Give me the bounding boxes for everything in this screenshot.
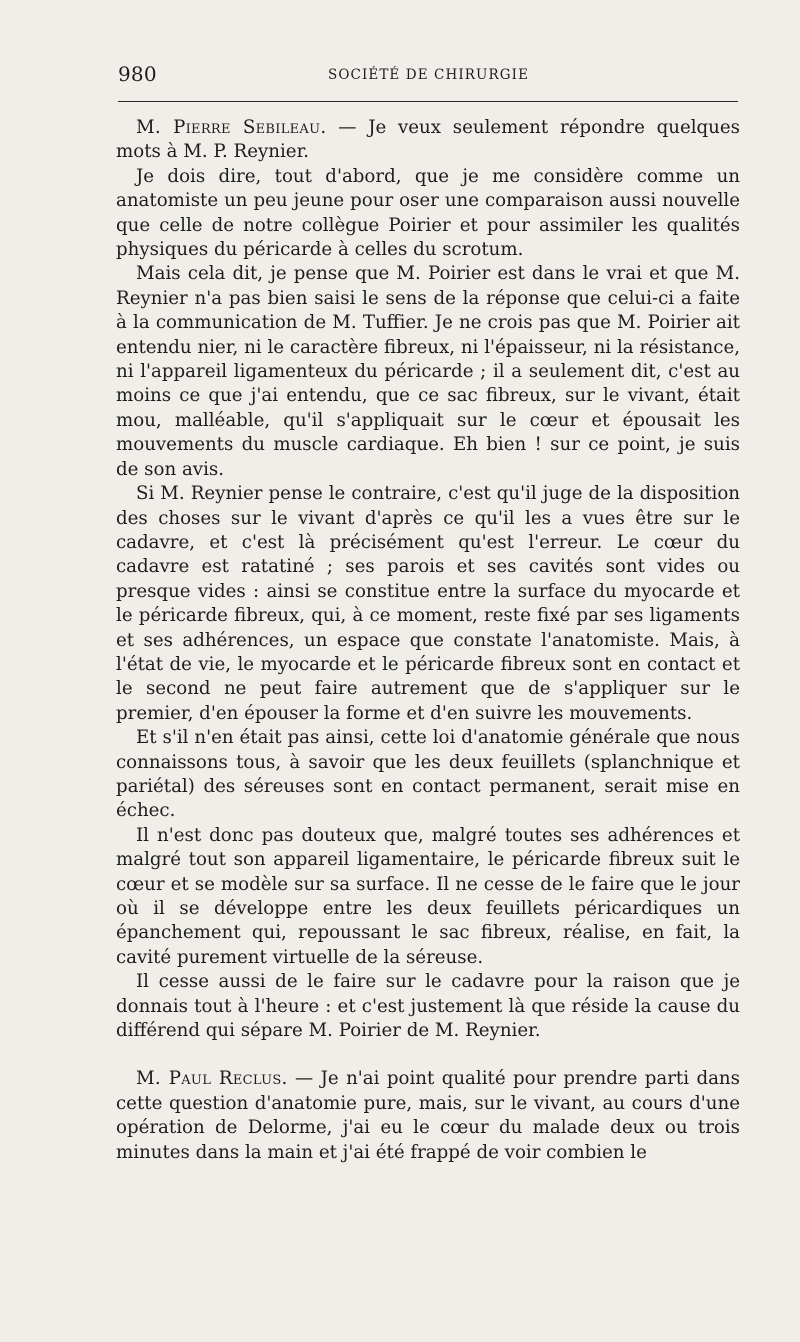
paragraph-text: Je n'ai point qualité pour prendre parti dans cette question d'anatomie pure, mais, sur le vivant, au cours d'une opération de Delorme, j'ai eu le cœur du malade deux ou trois minutes dans la main et j'ai été frappé de voir combien le: [116, 1068, 740, 1163]
paragraph: Je dois dire, tout d'abord, que je me considère comme un anatomiste un peu jeune pour oser une comparaison aussi nouvelle que celle de notre collègue Poirier et pour assimiler les qualités physiques du péricarde à celles du scrotum.: [116, 165, 740, 261]
header-rule: [118, 101, 738, 102]
paragraph: Il n'est donc pas douteux que, malgré toutes ses adhérences et malgré tout son appareil ligamentaire, le péricarde fibreux suit le cœur et se modèle sur sa surface. Il ne cesse de le faire que le jour où il se développe entre les deux feuillets péricardiques un épanchement qui, repoussant le sac fibreux, réalise, en fait, la cavité purement virtuelle de la séreuse.: [116, 824, 740, 968]
paragraph: Il cesse aussi de le faire sur le cadavre pour la raison que je donnais tout à l'heure : et c'est justement là que réside la cause du différend qui sépare M. Poirier de M. Reynier.: [116, 971, 740, 1042]
running-title: SOCIÉTÉ DE CHIRURGIE: [328, 67, 530, 83]
paragraph: Et s'il n'en était pas ainsi, cette loi d'anatomie générale que nous connaissons tous, à savoir que les deux feuillets (splanchnique et pariétal) des séreuses sont en contact permanent, serait mise en échec.: [116, 727, 740, 822]
section-gap: [116, 1043, 740, 1067]
speaker-name: M. Paul Reclus.: [136, 1068, 288, 1090]
paragraph: Mais cela dit, je pense que M. Poirier est dans le vrai et que M. Reynier n'a pas bien saisi le sens de la réponse que celui-ci a faite à la communication de M. Tuffier. Je ne crois pas que M. Poirier ait entendu nier, ni le caractère fibreux, ni l'épaisseur, ni la résistance, ni l'appareil ligamenteux du péricarde ; il a seulement dit, c'est au moins ce que j'ai entendu, que ce sac fibreux, sur le vivant, était mou, malléable, qu'il s'appliquait sur le cœur et épousait les mouvements du muscle cardiaque. Eh bien ! sur ce point, je suis de son avis.: [116, 263, 740, 480]
page-body: [116, 116, 740, 1165]
paragraph-text: Je veux seulement répondre quelques mots à M. P. Reynier.: [116, 117, 740, 163]
section2-opening-paragraph: [116, 1067, 740, 1165]
page-header: [118, 58, 738, 90]
page-number: 980: [118, 62, 157, 86]
paragraph: Si M. Reynier pense le contraire, c'est qu'il juge de la disposition des choses sur le vivant d'après ce qu'il les a vues être sur le cadavre, et c'est là précisément qu'est l'erreur. Le cœur du cadavre est ratatiné ; ses parois et ses cavités sont vides ou presque vides : ainsi se constitue entre la surface du myocarde et le péricarde fibreux, qui, à ce moment, reste fixé par ses ligaments et ses adhérences, un espace que constate l'anatomiste. Mais, à l'état de vie, le myocarde et le péricarde fibreux sont en contact et le second ne peut faire autrement que de s'appliquer sur le premier, d'en épouser la forme et d'en suivre les mouvements.: [116, 483, 740, 724]
speaker-dash: —: [326, 117, 369, 138]
speaker-name: M. Pierre Sebileau.: [136, 117, 327, 138]
speaker-dash: —: [287, 1068, 321, 1090]
section1-opening-paragraph: [116, 116, 740, 165]
